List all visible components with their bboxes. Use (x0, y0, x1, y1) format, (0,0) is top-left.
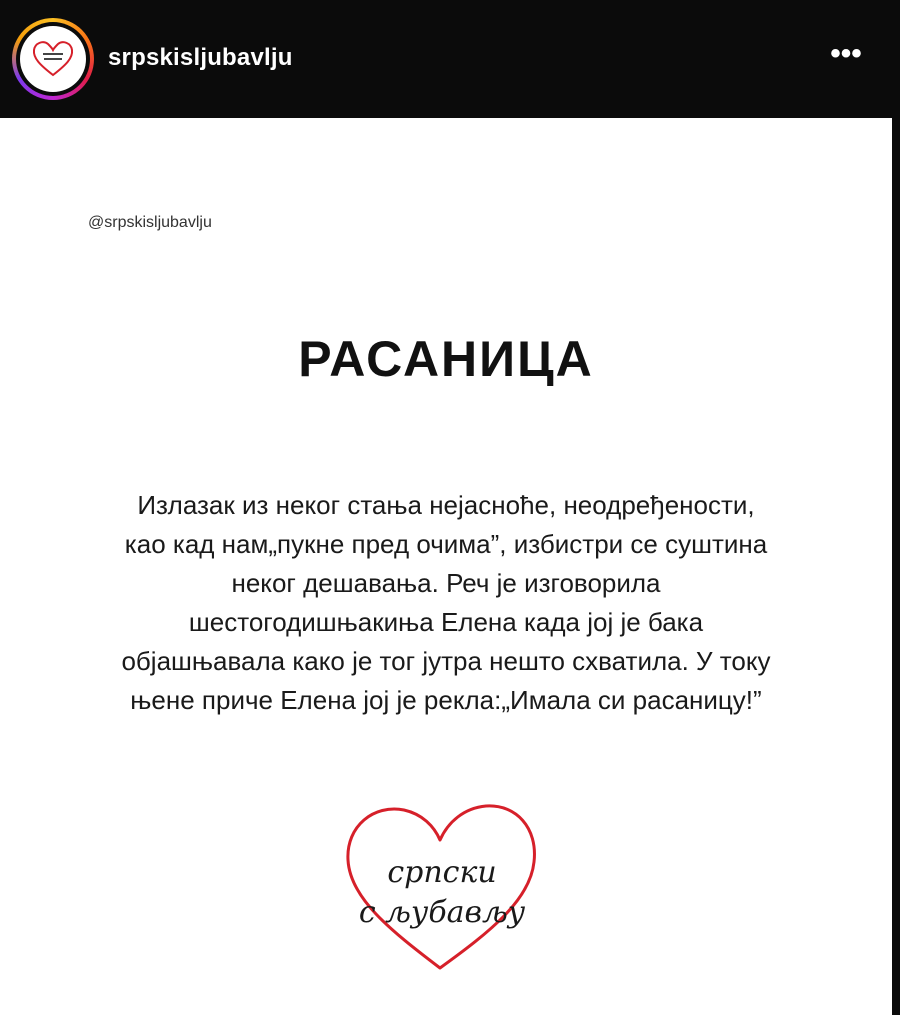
post-handle: @srpskisljubavlju (88, 214, 212, 231)
account-username[interactable]: srpskisljubavlju (108, 44, 293, 71)
avatar-frame (16, 22, 90, 96)
body-line: као кад нам„пукне пред очима”, избистри се суштина (124, 529, 768, 559)
logo-line-2: с љубављу (358, 895, 526, 930)
post-title: РАСАНИЦА (298, 331, 594, 387)
post-body (30, 486, 862, 720)
body-line: објашњавала како је тог јутра нешто схватила. У току (121, 646, 771, 676)
avatar[interactable] (20, 26, 86, 92)
body-line: Излазак из неког стања нејасноће, неодређености, (137, 490, 755, 520)
body-line: неког дешавања. Реч је изговорила (231, 568, 661, 598)
logo-line-1: српски (387, 855, 497, 890)
body-line: њене приче Елена јој је рекла:„Имала си расаницу!” (130, 685, 762, 715)
story-ring[interactable] (12, 18, 94, 100)
body-line: шестогодишњакиња Елена када јој је бака (188, 607, 704, 637)
more-options-icon[interactable]: ••• (830, 37, 862, 70)
brand-logo (330, 790, 550, 980)
post-header (0, 0, 900, 118)
post-image (0, 118, 892, 1015)
heart-logo-icon (30, 39, 76, 79)
